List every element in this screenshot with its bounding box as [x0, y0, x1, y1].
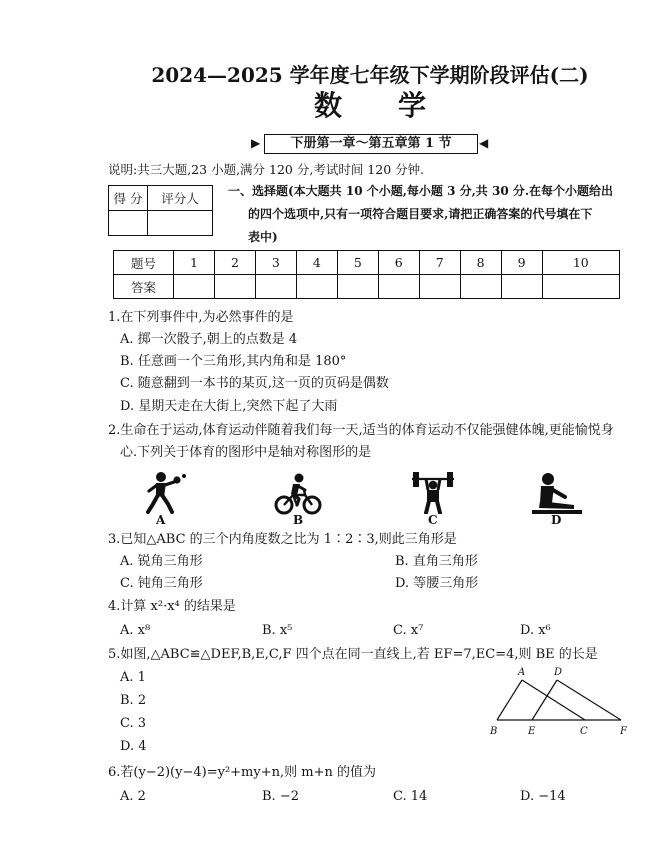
figure-label-b: B — [293, 513, 304, 527]
table-tennis-icon — [143, 470, 189, 514]
weightlifting-icon — [410, 470, 456, 514]
arrow-right-icon: ▶ — [251, 136, 261, 150]
point-label-a: A — [518, 667, 526, 678]
figure-label-a: A — [156, 513, 166, 527]
point-label-d: D — [554, 667, 563, 678]
question-6-option-c: C. 14 — [393, 789, 428, 804]
score-label: 得 分 — [109, 186, 148, 211]
question-5-option-c: C. 3 — [120, 716, 147, 731]
question-1-option-b: B. 任意画一个三角形,其内角和是 180° — [120, 354, 347, 369]
segment-df — [557, 680, 621, 720]
number-cell: 9 — [501, 251, 542, 275]
answer-label: 答案 — [114, 275, 174, 299]
question-4-option-c: C. x⁷ — [393, 623, 424, 638]
answer-cell — [214, 275, 255, 299]
question-5-option-b: B. 2 — [120, 693, 147, 708]
answer-cell — [501, 275, 542, 299]
scope-banner: 下册第一章～第五章第 1 节 — [264, 134, 478, 154]
subject-title: 数 学 — [313, 89, 440, 122]
question-1-option-c: C. 随意翻到一本书的某页,这一页的页码是偶数 — [120, 376, 389, 391]
question-1-option-d: D. 星期天走在大街上,突然下起了大雨 — [120, 399, 338, 414]
grader-label: 评分人 — [148, 186, 213, 211]
question-3-option-c: C. 钝角三角形 — [120, 576, 203, 591]
question-6-option-b: B. −2 — [262, 789, 299, 804]
segment-ba — [497, 680, 522, 720]
number-cell: 6 — [378, 251, 419, 275]
exam-instructions: 说明:共三大题,23 小题,满分 120 分,考试时间 120 分钟. — [108, 162, 425, 177]
question-3-option-b: B. 直角三角形 — [395, 554, 478, 569]
answer-table — [113, 250, 620, 299]
question-2-stem: 心.下列关于体育的图形中是轴对称图形的是 — [120, 445, 372, 460]
score-cell — [109, 211, 148, 236]
answer-cell — [378, 275, 419, 299]
number-cell: 4 — [296, 251, 337, 275]
question-3-option-a: A. 锐角三角形 — [120, 554, 203, 569]
question-4-option-d: D. x⁶ — [520, 623, 551, 638]
question-6-option-a: A. 2 — [120, 789, 146, 804]
number-cell: 7 — [419, 251, 460, 275]
number-cell: 1 — [174, 251, 215, 275]
question-4-option-b: B. x⁵ — [262, 623, 293, 638]
point-label-f: F — [620, 726, 627, 737]
answer-cell — [337, 275, 378, 299]
rowing-icon — [530, 472, 584, 514]
number-cell: 5 — [337, 251, 378, 275]
point-label-e: E — [528, 726, 536, 737]
answer-row — [114, 275, 620, 299]
number-cell: 8 — [460, 251, 501, 275]
question-3-option-d: D. 等腰三角形 — [395, 576, 479, 591]
answer-cell — [296, 275, 337, 299]
exam-title: 2024—2025 学年度七年级下学期阶段评估(二) — [151, 63, 589, 87]
question-6-stem: 6.若(y−2)(y−4)=y²+my+n,则 m+n 的值为 — [108, 765, 376, 780]
section-heading-line: 一、选择题(本大题共 10 个小题,每小题 3 分,共 30 分.在每个小题给出 — [228, 184, 614, 198]
number-row — [114, 251, 620, 275]
answer-cell — [460, 275, 501, 299]
question-4-stem: 4.计算 x²·x⁴ 的结果是 — [108, 599, 236, 614]
answer-cell — [255, 275, 296, 299]
answer-cell — [174, 275, 215, 299]
grader-cell — [148, 211, 213, 236]
figure-label-d: D — [551, 513, 562, 527]
question-1-stem: 1.在下列事件中,为必然事件的是 — [108, 310, 294, 325]
number-cell: 2 — [214, 251, 255, 275]
arrow-left-icon: ◀ — [479, 136, 489, 150]
question-1-option-a: A. 掷一次骰子,朝上的点数是 4 — [120, 332, 298, 347]
question-6-option-d: D. −14 — [520, 789, 566, 804]
question-2-stem: 2.生命在于运动,体育运动伴随着我们每一天,适当的体育运动不仅能强健体魄,更能愉悦身 — [108, 423, 614, 438]
congruent-triangles-figure — [485, 662, 633, 740]
question-3-stem: 3.已知△ABC 的三个内角度数之比为 1∶2∶3,则此三角形是 — [108, 532, 457, 547]
number-cell: 3 — [255, 251, 296, 275]
section-heading-line: 表中) — [248, 230, 278, 244]
point-label-b: B — [490, 726, 498, 737]
number-cell: 10 — [542, 251, 619, 275]
answer-cell — [542, 275, 619, 299]
answer-cell — [419, 275, 460, 299]
cycling-icon — [274, 473, 322, 515]
figure-label-c: C — [428, 513, 438, 527]
section-heading-line: 的四个选项中,只有一项符合题目要求,请把正确答案的代号填在下 — [248, 207, 593, 221]
question-5-option-a: A. 1 — [120, 670, 146, 685]
question-5-option-d: D. 4 — [120, 739, 147, 754]
question-5-stem: 5.如图,△ABC≌△DEF,B,E,C,F 四个点在同一直线上,若 EF=7,EC=4,则 BE 的长是 — [108, 647, 598, 662]
number-label: 题号 — [114, 251, 174, 275]
question-4-option-a: A. x⁸ — [120, 623, 151, 638]
point-label-c: C — [580, 726, 588, 737]
score-box — [108, 185, 213, 236]
